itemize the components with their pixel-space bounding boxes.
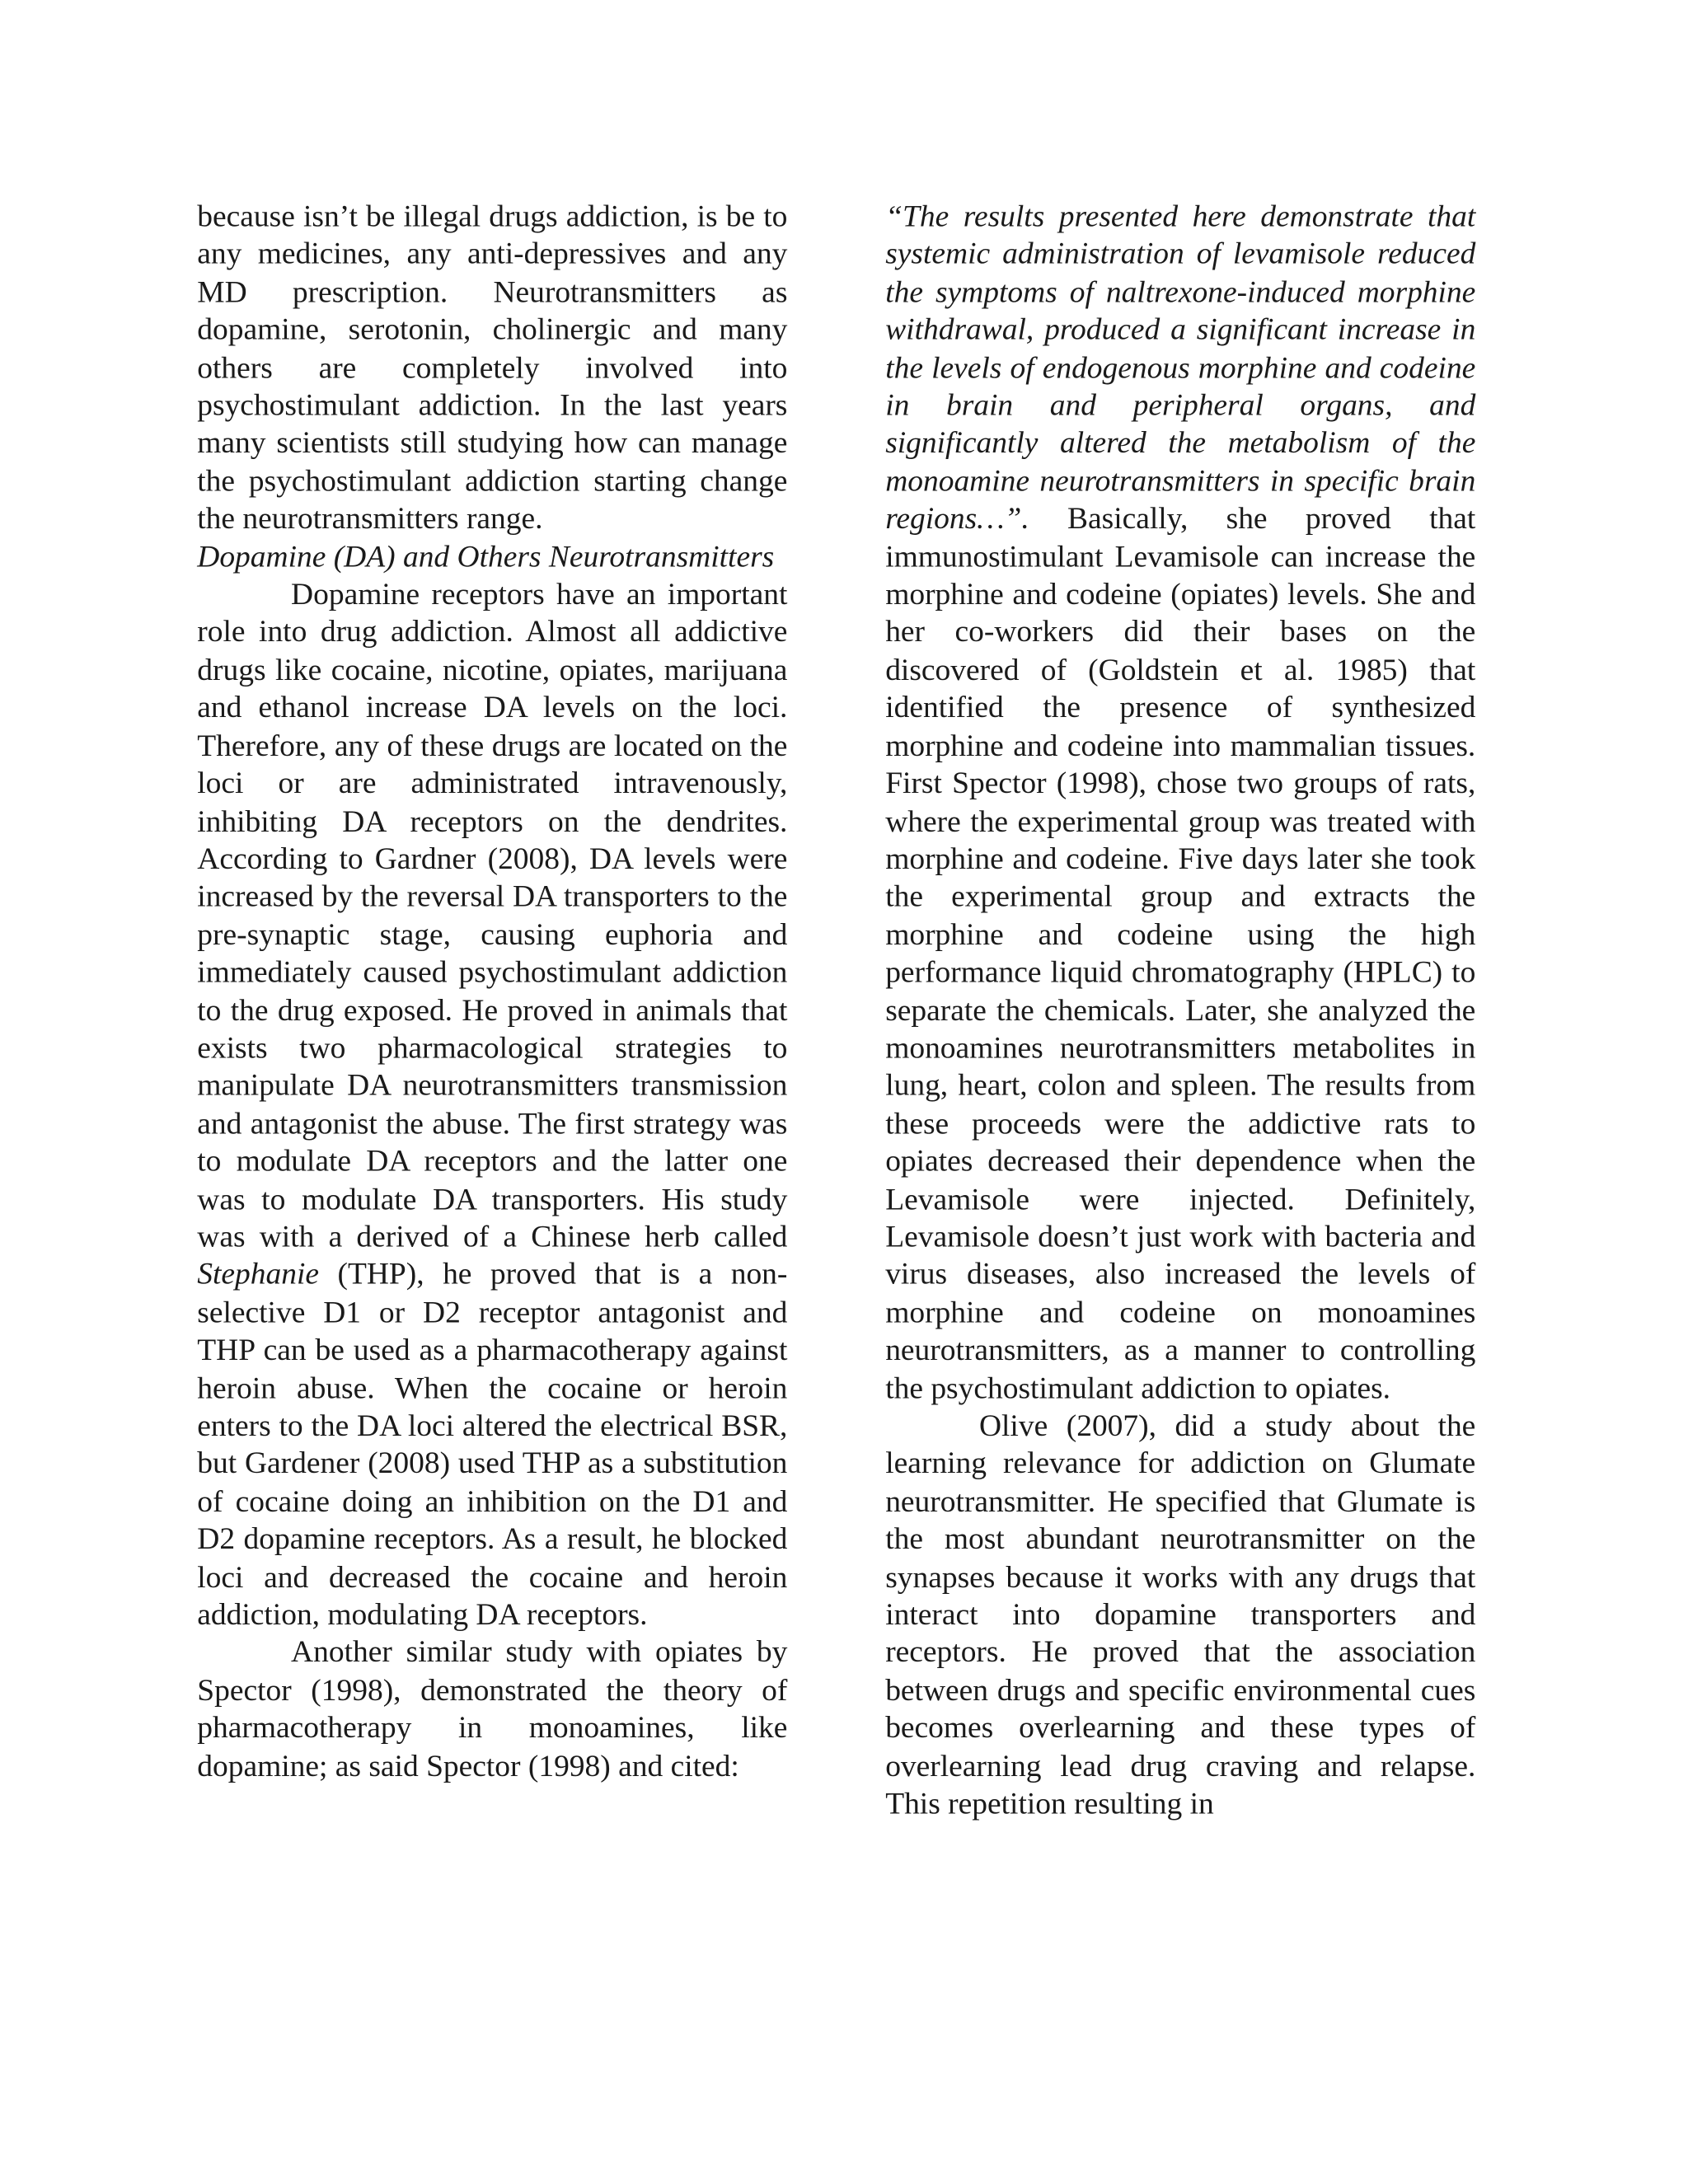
paragraph-glutamate: Olive (2007), did a study about the learning relevance for addiction on Glumate neurotransmitter. He specified that Glumate is the most abundant neurotransmitter on the synapses because it works with any drugs that interact into dopamine transporters and receptors. He proved that the association between drugs and specific environmental cues becomes overlearning and these types of overlearning lead drug craving and relapse. This repetition resulting in [885,1408,1476,1821]
right-column [885,197,1475,1822]
paragraph-spector-study: Another similar study with opiates by Spector (1998), demonstrated the theory of pharmacotherapy in monoamines, like dopamine; as said Spector (1998) and cited: [197,1634,788,1783]
block-quote: “The results presented here demonstrate that systemic administration of levamisole reduced the symptoms of naltrexone-induced morphine withdrawal, produced a significant increase in the levels of endogenous morphine and codeine in brain and peripheral organs, and significantly altered the metabolism of the monoamine neurotransmitters in specific brain regions…”. [885,198,1476,536]
left-column [197,197,787,1784]
paragraph-levamisole [885,197,1475,1406]
section-heading: Dopamine (DA) and Others Neurotransmitters [197,538,775,574]
paragraph-dopamine-receptors [197,575,787,1633]
paragraph-text: Dopamine receptors have an important role into drug addiction. Almost all addictive drugs like cocaine, nicotine, opiates, marijuana and ethanol increase DA levels on the loci. Therefore, any of these drugs are located on the loci or are administrated intravenously, inhibiting DA receptors on the dendrites. According to Gardner (2008), DA levels were increased by the reversal DA transporters to the pre-synaptic stage, causing euphoria and immediately caused psychostimulant addiction to the drug exposed. He proved in animals that exists two pharmacological strategies to manipulate DA neurotransmitters transmission and antagonist the abuse. The first strategy was to modulate DA receptors and the latter one was to modulate DA transporters. His study was with a derived of a Chinese herb called [197,576,788,1254]
paragraph-text: (THP), he proved that is a non-selective D1 or D2 receptor antagonist and THP can be used as a pharmacotherapy against heroin abuse. When the cocaine or heroin enters to the DA loci altered the electrical BSR, but Gardener (2008) used THP as a substitution of cocaine doing an inhibition on the D1 and D2 dopamine receptors. As a result, he blocked loci and decreased the cocaine and heroin addiction, modulating DA receptors. [197,1256,788,1632]
italic-term: Stephanie [197,1256,320,1291]
paragraph-text: Basically, she proved that immunostimulant Levamisole can increase the morphine and codeine (opiates) levels. She and her co-workers did their bases on the discovered of (Goldstein et al. 1985) that identified the presence of synthesized morphine and codeine into mammalian tissues. First Spector (1998), chose two groups of rats, where the experimental group was treated with morphine and codeine. Five days later she took the experimental group and extracts the morphine and codeine using the high performance liquid chromatography (HPLC) to separate the chemicals. Later, she analyzed the monoamines neurotransmitters metabolites in lung, heart, colon and spleen. The results from these proceeds were the addictive rats to opiates decreased their dependence when the Levamisole were injected. Definitely, Levamisole doesn’t just work with bacteria and virus diseases, also increased the levels of morphine and codeine on monoamines neurotransmitters, as a manner to controlling the psychostimulant addiction to opiates. [885,500,1476,1405]
paragraph-intro: because isn’t be illegal drugs addiction, is be to any medicines, any anti-depressives and any MD prescription. Neurotransmitters as dopamine, serotonin, cholinergic and many others are completely involved into psychostimulant addiction. In the last years many scientists still studying how can manage the psychostimulant addiction starting change the neurotransmitters range. [197,198,788,536]
